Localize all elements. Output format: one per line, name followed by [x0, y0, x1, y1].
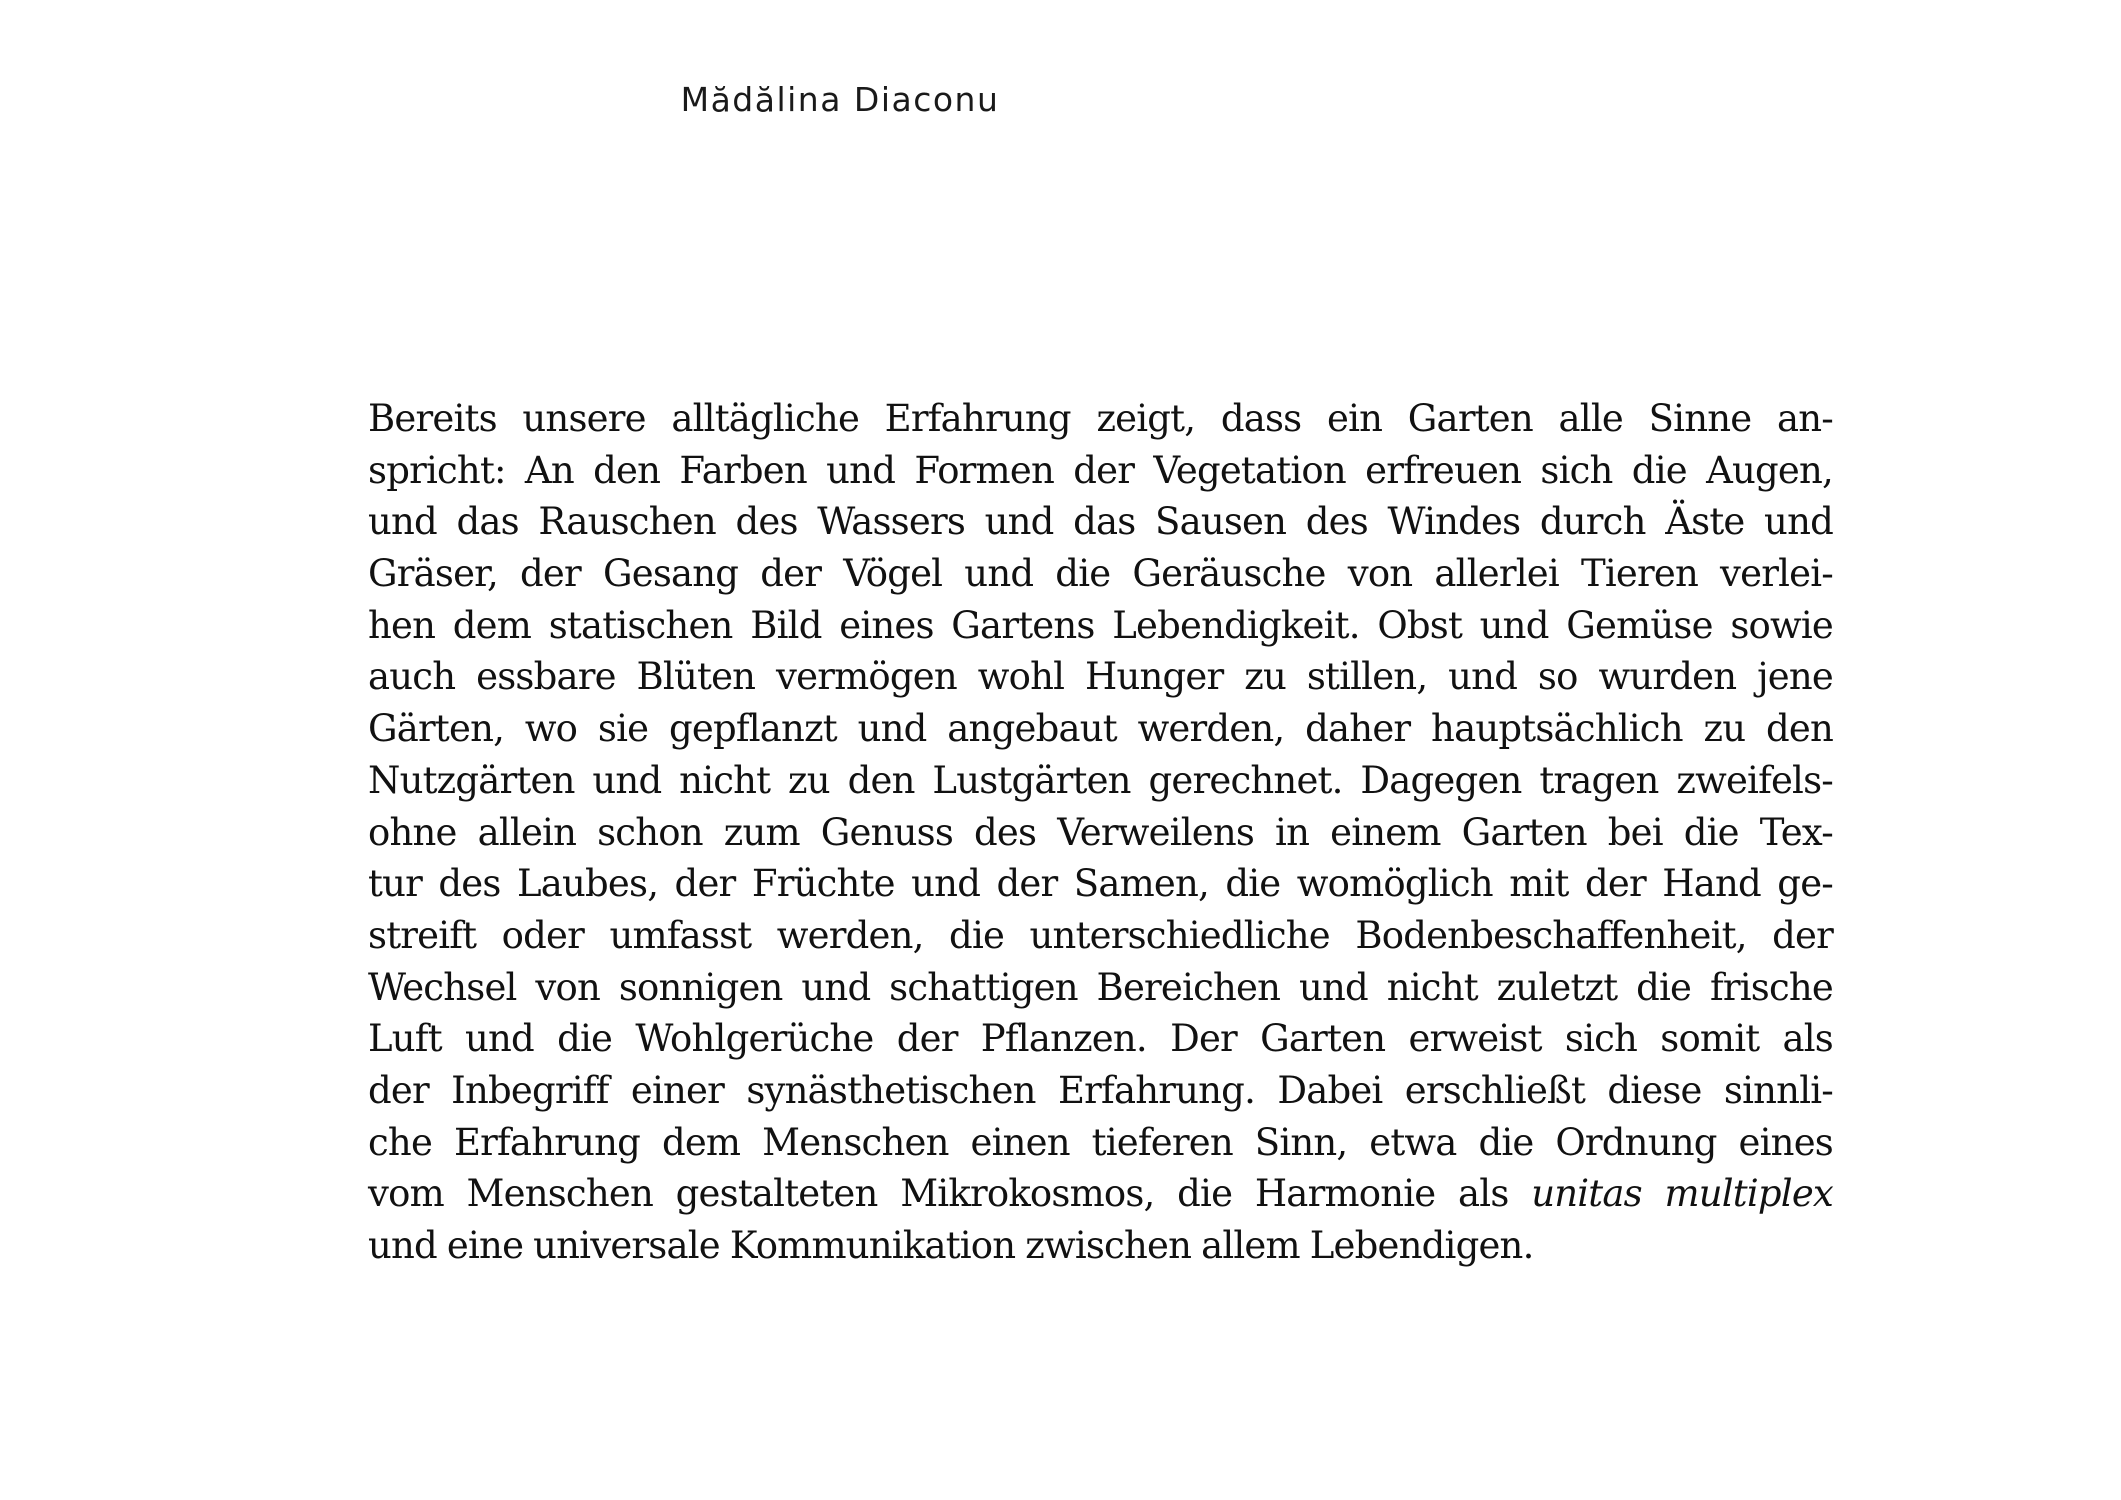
text-line: Gärten, wo sie gepflanzt und angebaut werden, daher hauptsächlich zu den [368, 707, 1833, 751]
text-line: hen dem statischen Bild eines Gartens Lebendigkeit. Obst und Gemüse sowie [368, 603, 1833, 647]
text-line-with-italic [368, 1168, 1833, 1220]
text-line: ohne allein schon zum Genuss des Verweilens in einem Garten bei die Tex- [368, 810, 1833, 854]
text-line: streift oder umfasst werden, die unterschiedliche Bodenbeschaffenheit, der [368, 913, 1833, 957]
text-line: Bereits unsere alltägliche Erfahrung zeigt, dass ein Garten alle Sinne an- [368, 397, 1833, 440]
body-paragraph [368, 393, 1833, 1272]
text-line: der Inbegriff einer synästhetischen Erfahrung. Dabei erschließt diese sinnli- [368, 1068, 1833, 1112]
italic-term: unitas multiplex [1531, 1172, 1833, 1216]
text-segment: vom Menschen gestalteten Mikrokosmos, die Harmonie als [368, 1172, 1532, 1216]
text-line-last: und eine universale Kommunikation zwischen allem Lebendigen. [368, 1224, 1534, 1267]
text-line: spricht: An den Farben und Formen der Vegetation erfreuen sich die Augen, [368, 448, 1833, 492]
running-head-author: Mădălina Diaconu [680, 80, 1000, 119]
text-line: Nutzgärten und nicht zu den Lustgärten gerechnet. Dagegen tragen zweifels- [368, 758, 1833, 802]
text-line: tur des Laubes, der Früchte und der Samen, die womöglich mit der Hand ge- [368, 862, 1833, 906]
text-line: und das Rauschen des Wassers und das Sausen des Windes durch Äste und [368, 500, 1833, 544]
text-line: Gräser, der Gesang der Vögel und die Geräusche von allerlei Tieren verlei- [368, 552, 1833, 596]
text-line: Luft und die Wohlgerüche der Pflanzen. Der Garten erweist sich somit als [368, 1017, 1833, 1061]
text-line: Wechsel von sonnigen und schattigen Bereichen und nicht zuletzt die frische [368, 965, 1833, 1009]
text-line: che Erfahrung dem Menschen einen tieferen Sinn, etwa die Ordnung eines [368, 1120, 1833, 1164]
text-line: auch essbare Blüten vermögen wohl Hunger zu stillen, und so wurden jene [368, 655, 1833, 699]
